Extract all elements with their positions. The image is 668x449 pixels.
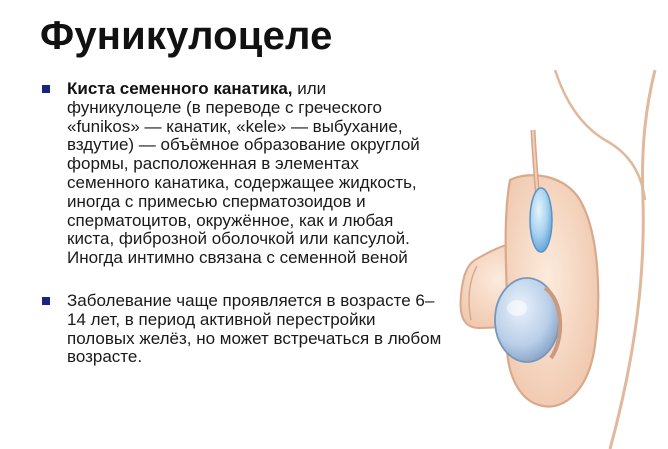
anatomical-illustration — [405, 70, 668, 449]
term-heading: Киста семенного канатика, — [67, 79, 293, 98]
slide-title: Фуникулоцеле — [40, 14, 333, 58]
bullet-list — [42, 80, 442, 367]
point-text: Заболевание чаще проявляется в возрасте 6–14 лет, в период активной перестройки половых желёз, но может встречаться в любом возрасте. — [67, 290, 442, 367]
square-bullet-icon — [42, 85, 50, 93]
list-item — [42, 292, 442, 367]
point-text: или фуникулоцеле (в переводе с греческого «funikos» — канатик, «kele» — выбухание, вздутие) — объёмное образование округлой формы, расположенная в элементах семенного канатика, содержащее жидкость, иногда с примесью сперматозоидов и сперматоцитов, окружённое, как и любая киста, фиброзной оболочкой или капсулой. Иногда интимно связана с семенной веной — [67, 79, 420, 268]
square-bullet-icon — [42, 297, 50, 305]
list-item — [42, 80, 442, 268]
